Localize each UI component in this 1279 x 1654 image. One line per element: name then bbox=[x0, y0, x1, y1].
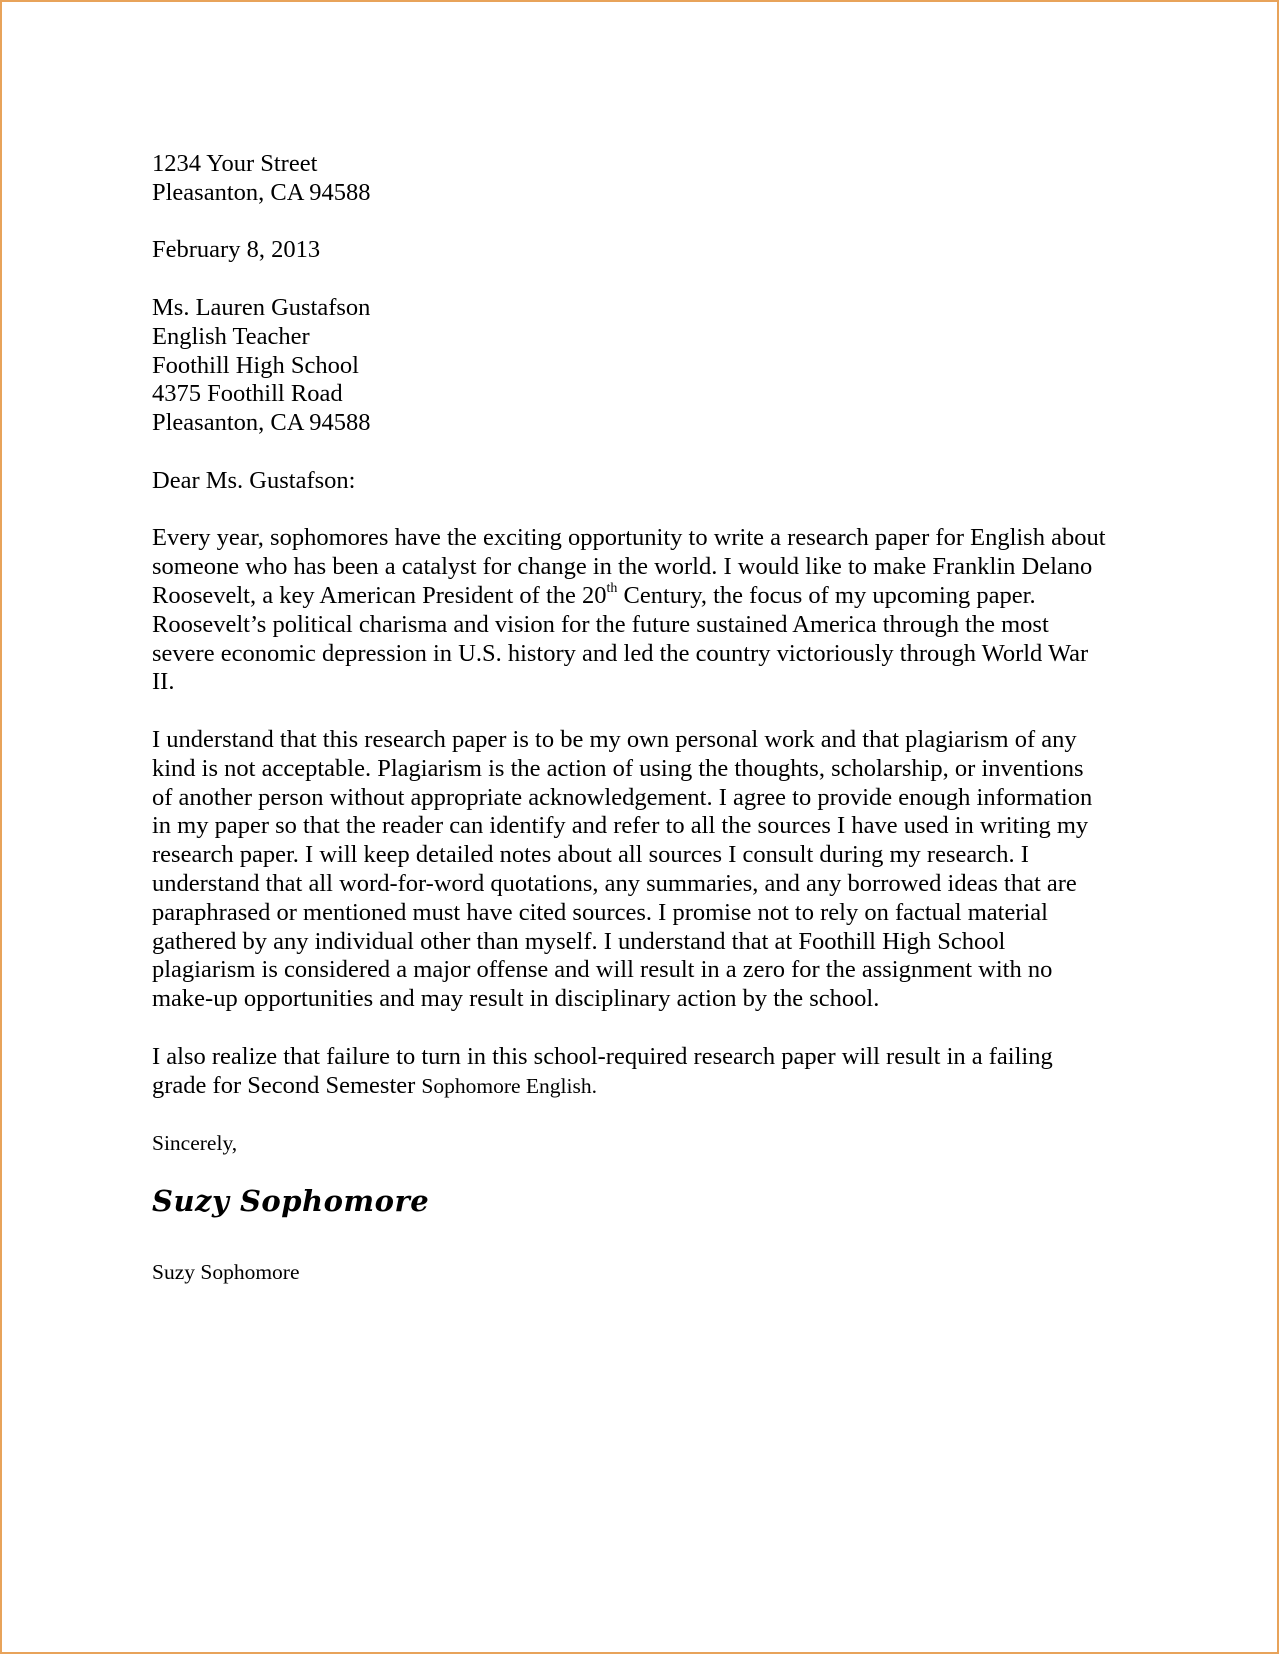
paragraph-line: paraphrased or mentioned must have cited sources. I promise not to rely on factual material bbox=[152, 898, 1048, 926]
paragraph-line: Every year, sophomores have the exciting opportunity to write a research paper for English about bbox=[152, 524, 1106, 552]
paragraph-line: research paper. I will keep detailed notes about all sources I consult during my research. I bbox=[152, 841, 1029, 869]
printed-name bbox=[152, 1258, 1152, 1287]
letter bbox=[152, 150, 1152, 1287]
paragraph-1 bbox=[152, 524, 1152, 697]
paragraph-3 bbox=[152, 1043, 1152, 1101]
recipient-school: Foothill High School bbox=[152, 351, 359, 379]
sender-street: 1234 Your Street bbox=[152, 150, 318, 177]
paragraph-line: make-up opportunities and may result in disciplinary action by the school. bbox=[152, 985, 880, 1013]
recipient-address bbox=[152, 294, 1152, 438]
paragraph-line: understand that all word-for-word quotations, any summaries, and any borrowed ideas that are bbox=[152, 869, 1077, 897]
paragraph-line: kind is not acceptable. Plagiarism is the action of using the thoughts, scholarship, or inventions bbox=[152, 754, 1084, 782]
paragraph-line: someone who has been a catalyst for change in the world. I would like to make Franklin Delano bbox=[152, 553, 1093, 581]
paragraph-line: of another person without appropriate acknowledgement. I agree to provide enough information bbox=[152, 783, 1093, 811]
closing bbox=[152, 1129, 1152, 1158]
paragraph-text: Century, the focus of my upcoming paper. bbox=[617, 581, 1036, 609]
paragraph-line: Roosevelt’s political charisma and vision for the future sustained America through the most bbox=[152, 610, 1049, 638]
salutation bbox=[152, 467, 1152, 496]
salutation-line: Dear Ms. Gustafson: bbox=[152, 466, 356, 494]
sender-city-state-zip: Pleasanton, CA 94588 bbox=[152, 178, 371, 206]
printed-name-line: Suzy Sophomore bbox=[152, 1259, 300, 1284]
closing-line: Sincerely, bbox=[152, 1131, 238, 1156]
date-line: February 8, 2013 bbox=[152, 236, 321, 264]
recipient-name: Ms. Lauren Gustafson bbox=[152, 293, 371, 321]
handwritten-signature: Suzy Sophomore bbox=[152, 1183, 430, 1218]
paragraph-line: plagiarism is considered a major offense and will result in a zero for the assignment with no bbox=[152, 956, 1053, 984]
paragraph-text: grade for Second Semester bbox=[152, 1071, 422, 1099]
paragraph-line bbox=[152, 1072, 1152, 1101]
paragraph-line bbox=[152, 582, 1152, 611]
ordinal-superscript: th bbox=[606, 580, 618, 596]
paragraph-2 bbox=[152, 726, 1152, 1014]
paragraph-line: II. bbox=[152, 668, 175, 696]
recipient-city-state-zip: Pleasanton, CA 94588 bbox=[152, 409, 371, 437]
paragraph-line: severe economic depression in U.S. history and led the country victoriously through World War bbox=[152, 639, 1089, 667]
recipient-title: English Teacher bbox=[152, 322, 310, 350]
paragraph-line: in my paper so that the reader can identify and refer to all the sources I have used in writing my bbox=[152, 812, 1089, 840]
letter-date bbox=[152, 236, 1152, 265]
paragraph-line: I also realize that failure to turn in this school-required research paper will result in a failing bbox=[152, 1042, 1053, 1070]
recipient-street: 4375 Foothill Road bbox=[152, 380, 343, 408]
paragraph-line: gathered by any individual other than myself. I understand that at Foothill High School bbox=[152, 927, 1006, 955]
paragraph-text: Sophomore English. bbox=[421, 1073, 597, 1098]
paragraph-line: I understand that this research paper is to be my own personal work and that plagiarism of any bbox=[152, 725, 1077, 753]
paragraph-text: Roosevelt, a key American President of the 20 bbox=[152, 581, 607, 609]
sender-address bbox=[152, 150, 1152, 208]
